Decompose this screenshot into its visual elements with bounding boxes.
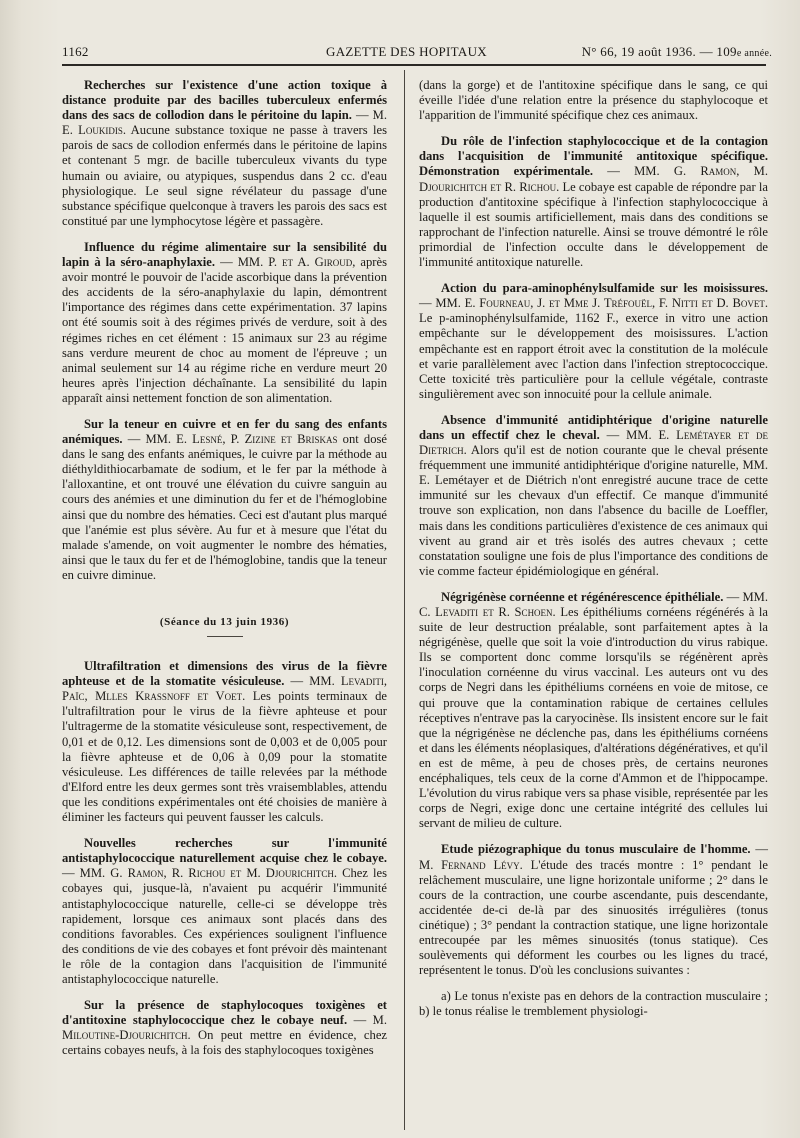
issue-suffix: e année.	[736, 48, 772, 59]
abstract-body: Alors qu'il est de notion courante que le cheval présente fréquemment une immunité antidiphtérique d'origine naturelle, MM. E. Lemétayer et de Diétrich n'ont enregistré aucune trace de cette immunité sur les chevaux d'un effectif. Ce manque d'immunité trouve son explication, non dans l'absence du bacille de Loeffler, mais dans les conditions particulières d'existence de ces animaux qui vivent au grand air et très isolés des autres chevaux ; cette constatation souligne une fois de plus l'importance des conditions de vie comme facteur épidémiologique en général.	[419, 443, 768, 578]
abstract-title: Recherches sur l'existence d'une action toxique à distance produite par des bacilles tuberculeux enfermés dans des sacs de collodion dans le péritoine du lapin.	[62, 78, 387, 123]
issue-text: N° 66, 19 août 1936. — 109	[581, 44, 737, 59]
abstract-title: Nouvelles recherches sur l'immunité antistaphylococcique naturellement acquise chez le cobaye.	[62, 836, 387, 866]
left-column	[62, 78, 387, 1069]
abstract-paragraph	[419, 281, 768, 402]
abstract-body: Les épithéliums cornéens régénérés à la suite de leur destruction préalable, sont parfaitement aptes à la négrigénèse, quelle que soit la voie d'introduction du virus rabique. Ils se comportent donc comme lorsqu'ils se régénèrent après l'inoculation cornéenne du virus vaccinal. Les auteurs ont vu des corps de Negri dans les épithéliums cornéens en voie de mitose, ce qui prouve que la contamination rabique de certaines cellules réceptives n'entrave pas la caryocinèse. Ils insistent encore sur le fait que la négrigénèse ne déclenche pas, dans les épithéliums cornéens et dans les éléments néoplasiques, d'altérations dégénératives, et qu'il en est de même, à peu de choses près, de certains neurones encéphaliques, tels ceux de la corne d'Ammon et de l'hippocampe. L'évolution du virus rabique vers sa phase visible, représentée par les corps de Negri, exige donc une certaine intégrité des cellules lui servant de milieu de culture.	[419, 605, 769, 831]
abstract-authors: — MM. G. Ramon, R. Richou et M. Djourichitch.	[62, 866, 337, 881]
abstract-paragraph	[419, 842, 768, 978]
abstract-body: a) Le tonus n'existe pas en dehors de la contraction musculaire ; b) le tonus réalise le tremblement physiologi-	[419, 989, 768, 1019]
abstract-title: Etude piézographique du tonus musculaire de l'homme.	[441, 842, 751, 857]
journal-title: GAZETTE DES HOPITAUX	[326, 44, 487, 59]
abstract-authors: — M. Fernand Lévy.	[419, 842, 768, 872]
abstract-paragraph	[419, 134, 768, 270]
abstract-title: Action du para-aminophénylsulfamide sur les moisissures.	[441, 281, 768, 296]
abstract-paragraph	[62, 659, 387, 825]
column-divider	[404, 70, 405, 1130]
abstract-body: Aucune substance toxique ne passe à travers les parois de sacs de collodion enfermés dans le péritoine de lapins et contenant 5 mgr. de bacille tuberculeux vivants du type humain ou aviaire, ou atypiques, suspendus dans 2 cc. d'eau physiologique. Le seul signe révélateur du passage d'une substance spécifique quelconque à travers les parois des sacs est constitué par une lymphocytose légère et passagère.	[62, 123, 387, 228]
abstract-body: après avoir montré le pouvoir de l'acide ascorbique dans la prévention des accidents de la séro-anaphylaxie du lapin, démontrent l'importance des régimes dans cette expérimentation. 37 lapins ont été soumis soit à des régimes privés de verdure, soit à des régimes riches en cet élément : 15 animaux sur 23 au régime sans verdure meurent de choc au moment de l'épreuve ; un animal seulement sur 14 au régime riche en verdure meurt 20 heures après l'injection déchaînante. La sensibilité du lapin apparaît ainsi nettement fonction de son alimentation.	[62, 255, 387, 405]
abstract-paragraph	[419, 590, 768, 832]
abstract-authors: — MM. Levaditi, Païc, Mlles Krassnoff et Voet.	[62, 674, 387, 704]
seance-heading: (Séance du 13 juin 1936)	[159, 616, 290, 628]
abstract-body: Chez les cobayes qui, jusque-là, n'avaient pu acquérir l'immunité antistaphylococcique naturelle, celle-ci se développe très rapidement, lorsque ces animaux sont placés dans des conditions favorables. Ces expériences soulignent l'influence des conditions de vie des cobayes et font prévoir dès maintenant le rôle de la contagion dans l'acquisition de l'immunité antistaphylococcique naturelle.	[62, 866, 387, 986]
left-abstracts	[62, 78, 387, 583]
right-column	[419, 78, 768, 1030]
header-rule	[62, 64, 766, 66]
abstract-title: Influence du régime alimentaire sur la sensibilité du lapin à la séro-anaphylaxie.	[62, 239, 387, 270]
abstract-authors: — M. E. Loukidis.	[62, 108, 387, 138]
left-abstracts-after	[62, 659, 387, 1058]
abstract-paragraph	[62, 998, 387, 1058]
abstract-authors: — MM. E. Lesné, P. Zizine et Briskas	[122, 432, 338, 447]
abstract-body: Le cobaye est capable de répondre par la production d'antitoxine spécifique à l'infection staphylococcique à laquelle il est soumis artificiellement, mais dans des conditions se rapprochant de l'infection naturelle. Ainsi se trouve démontré le rôle primordial de l'infection occulte dans le développement de l'immunité antitoxique naturelle.	[419, 179, 768, 270]
page-number: 1162	[62, 44, 89, 59]
abstract-body: (dans la gorge) et de l'antitoxine spécifique dans le sang, ce qui éveille l'idée d'une relation entre la présence du staphylocoque et l'apparition de l'immunité spécifique chez ces animaux.	[419, 78, 768, 123]
right-abstracts	[419, 78, 768, 1019]
abstract-body: Les points terminaux de l'ultrafiltration pour le virus de la fièvre aphteuse et pour l'ultragerme de la stomatite vésiculeuse sont, respectivement, de 0,01 et de 0,12. Les dimensions sont de 0,003 et de 0,005 pour la fièvre aphteuse et de 0,06 à 0,09 pour la stomatite vésiculeuse. Les différences de taille relevées par la méthode d'Elford entre les deux germes sont très vraisemblables, attendu que les conditions expérimentales ont été choisies de manière à éliminer les facteurs qui peuvent fausser les calculs.	[62, 689, 387, 825]
abstract-body: ont dosé dans le sang des enfants anémiques, le cuivre par la méthode au diéthyldithiocarbamate de sodium, et le fer par la méthode à l'alloxantine, et ont trouvé une élévation du cuivre sanguin au cours des anémies et une diminution du fer et de l'hémoglobine ainsi que du nombre des hématies. Ceci est d'autant plus marqué que l'anémie est plus sévère. Au fur et à mesure que l'état du malade s'amende, on voit augmenter le nombre des hématies, ainsi que le taux du fer et de l'hémoglobine, tandis que la teneur en cuivre diminue.	[62, 432, 387, 582]
abstract-paragraph	[419, 989, 768, 1019]
abstract-authors: — MM. G. Ramon, M. Djourichitch et R. Richou.	[419, 164, 768, 194]
abstract-paragraph	[62, 836, 387, 987]
abstract-paragraph	[62, 240, 387, 406]
abstract-authors: — M. Miloutine-Djourichitch.	[62, 1013, 387, 1043]
abstract-body: Le p-aminophénylsulfamide, 1162 F., exerce in vitro une action empêchante sur le développement des moisissures. L'action empêchante est en rapport étroit avec la constitution de la molécule et varie parallèlement avec l'action dans l'infection streptococcique. Cette toxicité très particulière pour la cellule végétale, contraste singulièrement avec son innocuité pour la cellule animale.	[419, 311, 768, 401]
running-header	[62, 44, 772, 64]
abstract-paragraph	[62, 78, 387, 229]
abstract-title: Sur la présence de staphylocoques toxigènes et d'antitoxine staphylococcique chez le cobaye neuf.	[62, 998, 387, 1028]
abstract-authors: — MM. E. Lemétayer et de Dietrich.	[419, 427, 768, 458]
abstract-authors: — MM. E. Fourneau, J. et Mme J. Tréfouël, F. Nitti et D. Bovet.	[419, 296, 768, 311]
issue-info	[582, 44, 772, 60]
abstract-paragraph	[419, 413, 768, 579]
abstract-title: Ultrafiltration et dimensions des virus de la fièvre aphteuse et de la stomatite vésiculeuse.	[62, 659, 387, 689]
abstract-body: On peut mettre en évidence, chez certains cobayes neufs, à la fois des staphylocoques toxigènes	[62, 1028, 387, 1058]
abstract-title: Négrigénèse cornéenne et régénérescence épithéliale.	[441, 589, 724, 604]
abstract-title: Absence d'immunité antidiphtérique d'origine naturelle dans un effectif chez le cheval.	[419, 412, 768, 442]
abstract-paragraph	[419, 78, 768, 123]
seance-rule	[207, 636, 243, 637]
abstract-authors: — MM. P. et A. Giroud,	[215, 255, 356, 270]
abstract-title: Du rôle de l'infection staphylococcique et de la contagion dans l'acquisition de l'immunité antitoxique spécifique. Démonstration expérimentale.	[419, 134, 768, 179]
abstract-body: L'étude des tracés montre : 1° pendant le relâchement musculaire, une ligne horizontale uniforme ; 2° dans le cours de la contraction, une courbe ascendante, puis descendante, accidentée de-ci de-là par des sinuosités irrégulières (tonus cinétique) ; 3° pendant la contraction statique, une ligne horizontale entrecoupée par les mêmes sinuosités (tonus statique). Ces soulèvements qui déforment les courbes ou les lignes du tracé, représentent le tonus. D'où les conclusions suivantes :	[419, 857, 768, 978]
abstract-title: Sur la teneur en cuivre et en fer du sang des enfants anémiques.	[62, 416, 387, 447]
abstract-authors: — MM. C. Levaditi et R. Schoen.	[419, 589, 768, 619]
abstract-paragraph	[62, 417, 387, 583]
